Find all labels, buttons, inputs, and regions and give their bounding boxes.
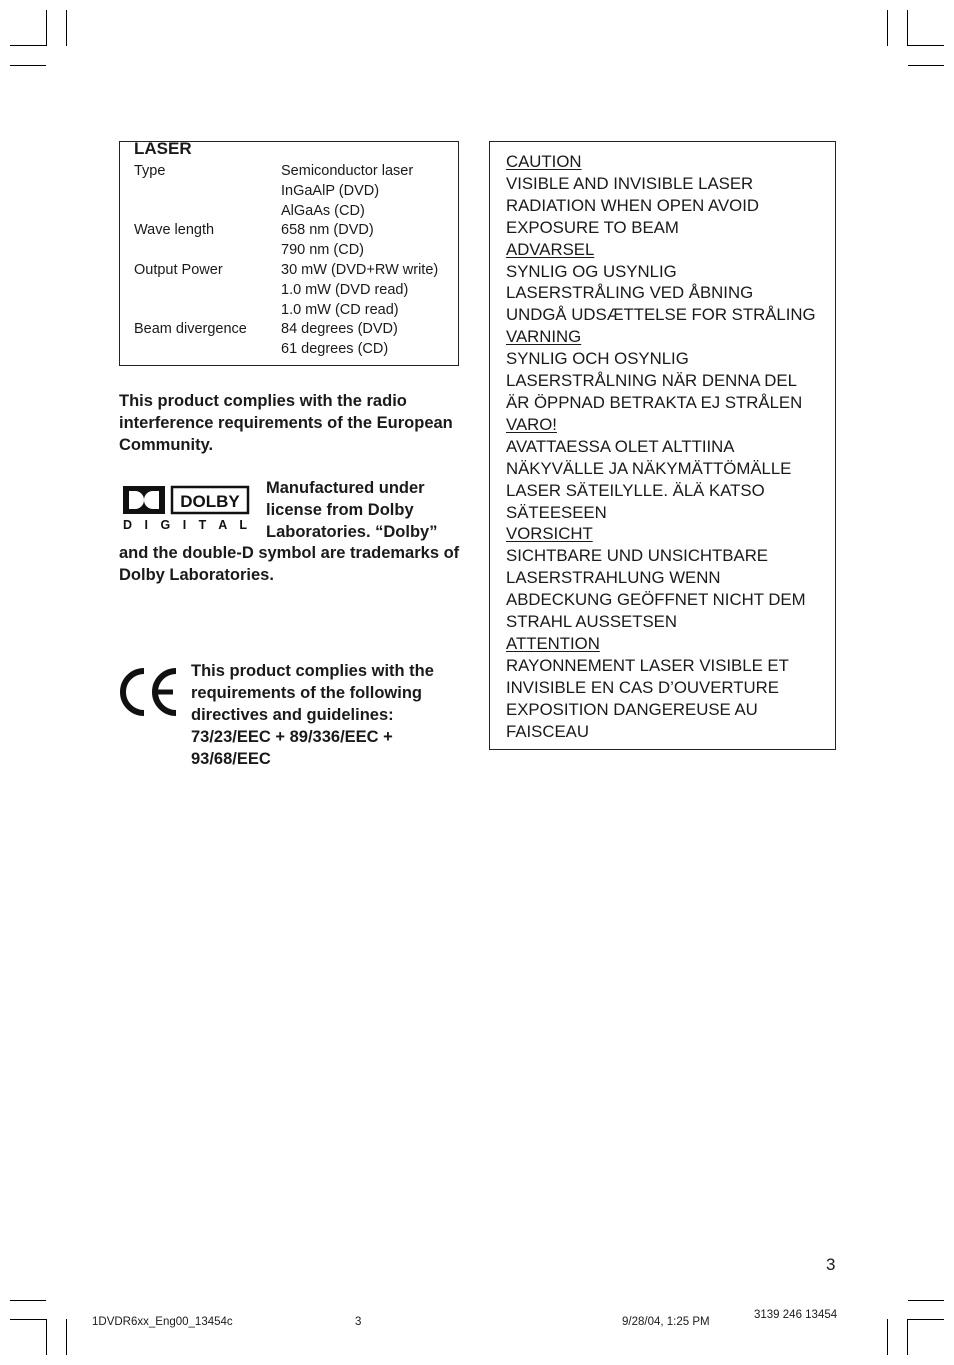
caution-line: AVATTAESSA OLET ALTTIINA [506, 436, 735, 456]
vorsicht-heading: VORSICHT [506, 524, 593, 544]
caution-line: LASERSTRÅLING VED ÅBNING [506, 283, 754, 303]
caution-heading: CAUTION [506, 152, 582, 171]
crop-mark [887, 1319, 888, 1355]
crop-mark [908, 45, 944, 46]
caution-line: RADIATION WHEN OPEN AVOID [506, 195, 759, 215]
page-number: 3 [826, 1255, 836, 1274]
footer-filename: 1DVDR6xx_Eng00_13454c [92, 1316, 233, 1328]
laser-caution-box [489, 141, 836, 750]
caution-line: RAYONNEMENT LASER VISIBLE ET [506, 655, 789, 675]
caution-line: UNDGÅ UDSÆTTELSE FOR STRÅLING [506, 305, 816, 325]
crop-mark [66, 1319, 67, 1355]
caution-line: LASERSTRAHLUNG WENN [506, 568, 721, 588]
varning-heading: VARNING [506, 327, 582, 347]
spec-label: Wave length [134, 222, 215, 238]
spec-value: InGaAlP (DVD) [281, 182, 380, 199]
caution-line: ABDECKUNG GEÖFFNET NICHT DEM [506, 590, 806, 610]
spec-label: Type [134, 163, 166, 179]
caution-line: LASERSTRÅLNING NÄR DENNA DEL [506, 371, 797, 391]
laser-spec-box [119, 141, 459, 366]
spec-value: 84 degrees (DVD) [281, 321, 398, 337]
caution-line: SICHTBARE UND UNSICHTBARE [506, 546, 769, 566]
dolby-digital-logo [121, 484, 251, 532]
laser-title: LASER [134, 139, 192, 158]
ce-compliance-text: This product complies with the requirements of the following directives and guidelines: 73/23/EEC + 89/336/EEC + 93/68/EEC [191, 662, 434, 768]
dolby-logo-sub: D I G I T A L [123, 518, 247, 532]
spec-values [281, 162, 471, 221]
crop-mark [66, 10, 67, 46]
spec-value: 790 nm (CD) [281, 241, 364, 258]
crop-mark [908, 65, 944, 66]
spec-label: Output Power [134, 262, 223, 278]
footer-code: 3139 246 13454 [754, 1309, 838, 1321]
spec-value: 30 mW (DVD+RW write) [281, 262, 439, 278]
caution-line: VISIBLE AND INVISIBLE LASER [506, 173, 754, 193]
caution-line: SYNLIG OG USYNLIG [506, 261, 677, 281]
dolby-logo-word: DOLBY [180, 492, 240, 511]
spec-value: Semiconductor laser [281, 163, 414, 179]
caution-line: STRAHL AUSSETSEN [506, 612, 677, 632]
spec-values [281, 261, 471, 320]
caution-line: SYNLIG OCH OSYNLIG [506, 349, 689, 369]
caution-line: FAISCEAU [506, 721, 589, 741]
spec-values [281, 221, 471, 261]
crop-mark [10, 1300, 46, 1301]
spec-value: 1.0 mW (CD read) [281, 301, 399, 318]
spec-values [281, 320, 471, 360]
crop-mark [10, 1319, 46, 1320]
crop-mark [887, 10, 888, 46]
dolby-license-text: Manufactured under license from Dolby Laboratories. “Dolby” [266, 479, 438, 541]
crop-mark [907, 1319, 908, 1355]
ce-mark-icon [118, 667, 180, 717]
caution-line: LASER SÄTEILYLLE. ÄLÄ KATSO [506, 480, 765, 500]
caution-line: INVISIBLE EN CAS D’OUVERTURE [506, 677, 779, 697]
caution-text-block [506, 151, 831, 742]
spec-value: 1.0 mW (DVD read) [281, 281, 409, 298]
spec-value: 658 nm (DVD) [281, 222, 374, 238]
varo-heading: VARO! [506, 414, 557, 434]
advarsel-heading: ADVARSEL [506, 239, 595, 259]
crop-mark [908, 1300, 944, 1301]
caution-line: NÄKYVÄLLE JA NÄKYMÄTTÖMÄLLE [506, 458, 792, 478]
caution-line: EXPOSITION DANGEREUSE AU [506, 699, 758, 719]
footer-datetime: 9/28/04, 1:25 PM [622, 1316, 710, 1328]
crop-mark [46, 10, 47, 46]
caution-line: ÄR ÖPPNAD BETRAKTA EJ STRÅLEN [506, 392, 803, 412]
attention-heading: ATTENTION [506, 633, 600, 653]
crop-mark [10, 45, 46, 46]
crop-mark [907, 10, 908, 46]
radio-compliance-text: This product complies with the radio interference requirements of the European Community. [119, 392, 453, 454]
crop-mark [10, 65, 46, 66]
spec-label: Beam divergence [134, 321, 247, 337]
dolby-trademark-text: and the double-D symbol are trademarks of Dolby Laboratories. [119, 544, 460, 584]
spec-value: AlGaAs (CD) [281, 202, 365, 219]
footer-page: 3 [355, 1316, 362, 1328]
caution-line: EXPOSURE TO BEAM [506, 217, 679, 237]
crop-mark [46, 1319, 47, 1355]
caution-line: SÄTEESEEN [506, 502, 607, 522]
crop-mark [908, 1319, 944, 1320]
spec-value: 61 degrees (CD) [281, 340, 389, 357]
